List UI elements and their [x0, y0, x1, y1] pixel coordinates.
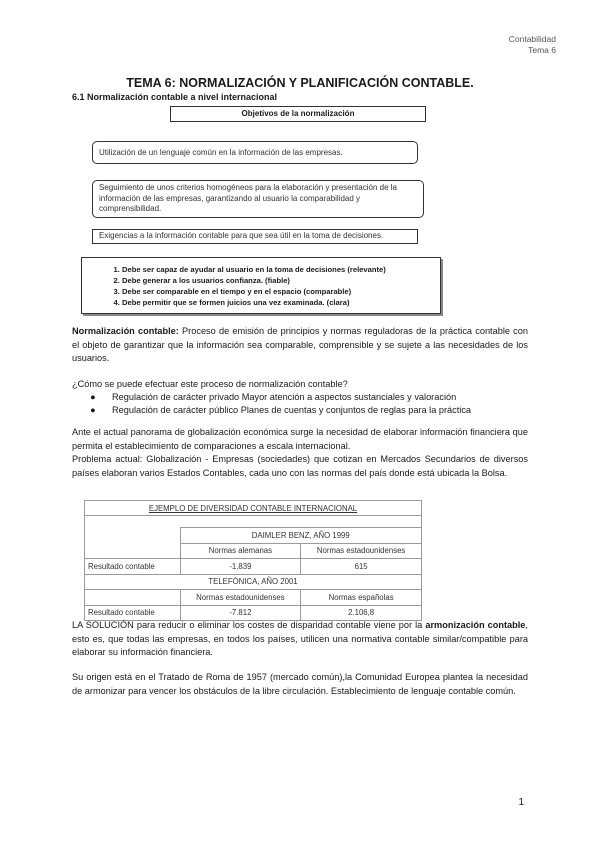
context-text-1: Ante el actual panorama de globalización económica surge la necesidad de elaborar información financiera que permita el establecimiento de comparaciones a escala internacional.: [72, 427, 528, 451]
section-subtitle: 6.1 Normalización contable a nivel internacional: [72, 92, 278, 102]
table-cell-empty: [85, 528, 181, 544]
solution-term: armonización contable: [425, 620, 526, 630]
row-label: Resultado contable: [85, 559, 181, 575]
solution-pre: LA SOLUCIÓN para reducir o eliminar los costes de disparidad contable viene por la: [72, 620, 426, 630]
requirements-list: [82, 264, 440, 308]
page-number: 1: [518, 797, 524, 808]
objective-box-1: Utilización de un lenguaje común en la información de las empresas.: [92, 141, 418, 164]
question-paragraph: ¿Cómo se puede efectuar este proceso de normalización contable?: [72, 379, 348, 389]
requirements-box: [81, 257, 441, 314]
table-value: 2.106,8: [301, 605, 422, 621]
objectives-heading: Objetivos de la normalización: [170, 106, 426, 122]
column-header: Normas estadounidenses: [180, 590, 301, 606]
page-title: TEMA 6: NORMALIZACIÓN Y PLANIFICACIÓN CONTABLE.: [126, 76, 474, 90]
table-value: -7.812: [180, 605, 301, 621]
column-header: Normas alemanas: [180, 543, 301, 559]
header-topic: Tema 6: [528, 45, 556, 55]
table-value: -1.839: [180, 559, 301, 575]
company-2-heading: TELEFÓNICA, AÑO 2001: [85, 574, 422, 590]
origin-paragraph: Su origen está en el Tratado de Roma de 1957 (mercado común),la Comunidad Europea plantea la necesidad de armonizar para vencer los obstáculos de la libre circulación. Establecimiento de lenguaje contable común.: [72, 672, 528, 696]
objective-box-2: Seguimiento de unos criterios homogéneos para la elaboración y presentación de la información de las empresas, garantizando al usuario la comparabilidad y comprensibilidad.: [92, 180, 424, 218]
header-subject: Contabilidad: [508, 34, 556, 44]
requirement-item: 1. Debe ser capaz de ayudar al usuario en la toma de decisiones (relevante): [122, 264, 440, 275]
column-header: Normas estadounidenses: [301, 543, 422, 559]
solution-post: , esto es, que todas las empresas, en todos los países, utilicen una normativa contable similar/compatible para elaborar su información financiera.: [72, 620, 528, 657]
definition-term: Normalización contable:: [72, 326, 179, 336]
objective-box-3: Exigencias a la información contable para que sea útil en la toma de decisiones.: [92, 229, 418, 244]
column-header: Normas españolas: [301, 590, 422, 606]
page-header: [509, 34, 556, 56]
table-value: 615: [301, 559, 422, 575]
company-1-heading: DAIMLER BENZ, AÑO 1999: [180, 528, 421, 544]
table-title: EJEMPLO DE DIVERSIDAD CONTABLE INTERNACIONAL: [85, 501, 422, 516]
table-spacer: [85, 516, 422, 528]
context-text-2: Problema actual: Globalización - Empresas (sociedades) que cotizan en Mercados Secundarios de diversos países elaboran varios Estados Contables, cada uno con las normas del país donde está ubicada la Bolsa.: [72, 454, 528, 478]
bullet-dot: ●: [90, 405, 96, 415]
row-label: Resultado contable: [85, 605, 181, 621]
requirement-item: 2. Debe generar a los usuarios confianza. (fiable): [122, 275, 440, 286]
requirement-item: 3. Debe ser comparable en el tiempo y en el espacio (comparable): [122, 286, 440, 297]
context-paragraph: [72, 426, 528, 480]
solution-paragraph: [72, 619, 528, 660]
diversity-table: [84, 500, 422, 621]
bullet-text: Regulación de carácter privado Mayor atención a aspectos sustanciales y valoración: [112, 392, 457, 402]
bullet-text: Regulación de carácter público Planes de cuentas y conjuntos de reglas para la práctica: [112, 405, 472, 415]
table-cell-empty: [85, 543, 181, 559]
definition-paragraph: [72, 325, 528, 366]
table-cell-empty: [85, 590, 181, 606]
requirement-item: 4. Debe permitir que se formen juicios una vez examinada. (clara): [122, 297, 440, 308]
definition-text: Proceso de emisión de principios y normas reguladoras de la práctica contable con el objeto de garantizar que la información sea comparable, comprensible y se sujete a las necesidades de los usuarios.: [72, 326, 528, 363]
bullet-dot: ●: [90, 392, 96, 402]
